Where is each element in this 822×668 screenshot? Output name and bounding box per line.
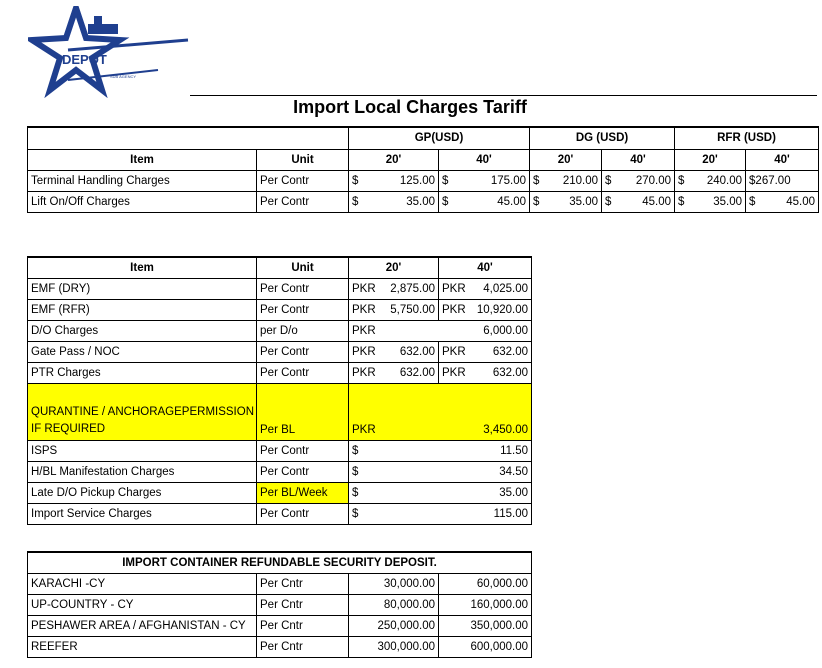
- value-cell: PKR 632.00: [439, 363, 532, 384]
- item-cell: KARACHI -CY: [28, 574, 257, 595]
- unit-cell: Per Contr: [257, 191, 349, 212]
- col-header-40: 40': [746, 149, 819, 170]
- logo-text: DEPOT: [62, 52, 107, 67]
- table-row: [28, 595, 532, 616]
- value-cell: 160,000.00: [439, 595, 532, 616]
- value-cell: PKR 632.00: [349, 363, 439, 384]
- page-title: Import Local Charges Tariff: [293, 97, 527, 117]
- security-deposit-table: [27, 551, 532, 658]
- item-cell: H/BL Manifestation Charges: [28, 462, 257, 483]
- value-cell: $ 240.00: [675, 170, 746, 191]
- item-cell: PESHAWER AREA / AFGHANISTAN - CY: [28, 616, 257, 637]
- value-cell: $ 210.00: [530, 170, 602, 191]
- item-cell: UP-COUNTRY - CY: [28, 595, 257, 616]
- col-header-40: 40': [602, 149, 675, 170]
- tariff-table-main: [27, 126, 819, 213]
- deposit-table-title: IMPORT CONTAINER REFUNDABLE SECURITY DEPOSIT.: [28, 552, 532, 574]
- tariff-table-local: [27, 256, 532, 525]
- value-cell: PKR 4,025.00: [439, 279, 532, 300]
- value-cell: $ 267.00: [746, 170, 819, 191]
- table-row: [28, 483, 532, 504]
- value-cell: 300,000.00: [349, 637, 439, 658]
- table-row: [28, 279, 532, 300]
- col-header-20: 20': [349, 257, 439, 279]
- logo-subtext: SUB AGENCY: [110, 74, 137, 79]
- table-row: [28, 170, 819, 191]
- unit-cell: Per Cntr: [257, 574, 349, 595]
- item-cell: PTR Charges: [28, 363, 257, 384]
- table-row: [28, 462, 532, 483]
- group-header-dg: DG (USD): [530, 127, 675, 149]
- value-cell: 30,000.00: [349, 574, 439, 595]
- value-cell: 350,000.00: [439, 616, 532, 637]
- value-cell: $ 35.00: [675, 191, 746, 212]
- value-cell: $ 35.00: [349, 483, 532, 504]
- unit-cell: Per BL/Week: [257, 483, 349, 504]
- item-cell: REEFER: [28, 637, 257, 658]
- value-cell: 80,000.00: [349, 595, 439, 616]
- value-cell: PKR 6,000.00: [349, 321, 532, 342]
- value-cell: PKR 10,920.00: [439, 300, 532, 321]
- unit-cell: Per Contr: [257, 342, 349, 363]
- group-header-gp: GP(USD): [349, 127, 530, 149]
- item-cell: QURANTINE / ANCHORAGEPERMISSION IF REQUIRED: [28, 384, 257, 441]
- col-header-20: 20': [530, 149, 602, 170]
- value-cell: PKR 632.00: [439, 342, 532, 363]
- value-cell: PKR 2,875.00: [349, 279, 439, 300]
- value-cell: $ 175.00: [439, 170, 530, 191]
- value-cell: PKR 632.00: [349, 342, 439, 363]
- item-cell: Gate Pass / NOC: [28, 342, 257, 363]
- table-row: [28, 363, 532, 384]
- company-logo: [28, 6, 190, 98]
- item-cell: EMF (RFR): [28, 300, 257, 321]
- value-cell: $ 45.00: [439, 191, 530, 212]
- table-row: [28, 637, 532, 658]
- unit-cell: Per Contr: [257, 363, 349, 384]
- value-cell: 250,000.00: [349, 616, 439, 637]
- unit-cell: Per Contr: [257, 441, 349, 462]
- value-cell: $ 11.50: [349, 441, 532, 462]
- col-header-unit: Unit: [257, 257, 349, 279]
- col-header-40: 40': [439, 257, 532, 279]
- item-cell: ISPS: [28, 441, 257, 462]
- group-header-rfr: RFR (USD): [675, 127, 819, 149]
- unit-cell: Per Contr: [257, 462, 349, 483]
- item-cell: D/O Charges: [28, 321, 257, 342]
- unit-cell: Per Contr: [257, 170, 349, 191]
- value-cell: $ 115.00: [349, 504, 532, 525]
- table-row: [28, 191, 819, 212]
- col-header-unit: Unit: [257, 149, 349, 170]
- value-cell: PKR 3,450.00: [349, 384, 532, 441]
- table-row: [28, 321, 532, 342]
- item-cell: Late D/O Pickup Charges: [28, 483, 257, 504]
- unit-cell: Per Cntr: [257, 616, 349, 637]
- value-cell: $ 45.00: [602, 191, 675, 212]
- value-cell: $ 125.00: [349, 170, 439, 191]
- value-cell: 60,000.00: [439, 574, 532, 595]
- value-cell: PKR 5,750.00: [349, 300, 439, 321]
- value-cell: $ 45.00: [746, 191, 819, 212]
- item-cell: Terminal Handling Charges: [28, 170, 257, 191]
- table-row: [28, 574, 532, 595]
- star-ship-logo-icon: [28, 6, 190, 98]
- unit-cell: Per Cntr: [257, 595, 349, 616]
- value-cell: $ 270.00: [602, 170, 675, 191]
- col-header-20: 20': [349, 149, 439, 170]
- item-cell: EMF (DRY): [28, 279, 257, 300]
- unit-cell: per D/o: [257, 321, 349, 342]
- unit-cell: Per BL: [257, 384, 349, 441]
- col-header-item: Item: [28, 257, 257, 279]
- table-row: [28, 300, 532, 321]
- unit-cell: Per Cntr: [257, 637, 349, 658]
- table-row: [28, 616, 532, 637]
- header-rule: [190, 95, 817, 96]
- unit-cell: Per Contr: [257, 300, 349, 321]
- item-cell: Lift On/Off Charges: [28, 191, 257, 212]
- col-header-item: Item: [28, 149, 257, 170]
- table-row: [28, 504, 532, 525]
- table-row: [28, 441, 532, 462]
- col-header-40: 40': [439, 149, 530, 170]
- value-cell: $ 35.00: [530, 191, 602, 212]
- value-cell: 600,000.00: [439, 637, 532, 658]
- table-row: [28, 342, 532, 363]
- value-cell: $ 34.50: [349, 462, 532, 483]
- unit-cell: Per Contr: [257, 504, 349, 525]
- col-header-20: 20': [675, 149, 746, 170]
- item-cell: Import Service Charges: [28, 504, 257, 525]
- table-row-highlighted: [28, 384, 532, 441]
- value-cell: $ 35.00: [349, 191, 439, 212]
- unit-cell: Per Contr: [257, 279, 349, 300]
